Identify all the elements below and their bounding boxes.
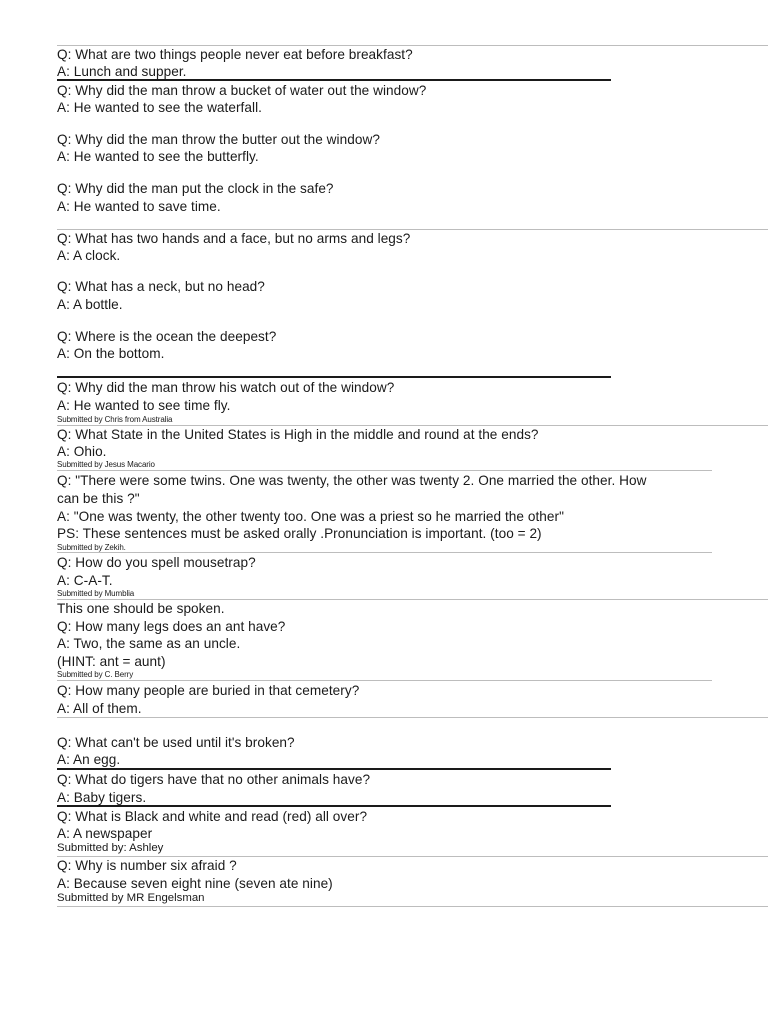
question: Q: What can't be used until it's broken? bbox=[57, 735, 295, 750]
submitter-credit: Submitted by: Ashley bbox=[57, 842, 164, 854]
answer: A: A bottle. bbox=[57, 297, 123, 312]
question: Q: What do tigers have that no other animals have? bbox=[57, 772, 371, 787]
answer: A: He wanted to see the waterfall. bbox=[57, 100, 262, 115]
question: Q: Where is the ocean the deepest? bbox=[57, 329, 277, 344]
separator bbox=[57, 680, 712, 681]
answer: A: Baby tigers. bbox=[57, 790, 147, 805]
question: Q: What are two things people never eat before breakfast? bbox=[57, 47, 413, 62]
note: This one should be spoken. bbox=[57, 601, 225, 616]
separator bbox=[57, 805, 611, 807]
answer: A: All of them. bbox=[57, 701, 142, 716]
answer: A: Lunch and supper. bbox=[57, 64, 187, 79]
question: Q: What has two hands and a face, but no arms and legs? bbox=[57, 231, 411, 246]
answer: A: He wanted to see the butterfly. bbox=[57, 149, 259, 164]
question: Q: Why is number six afraid ? bbox=[57, 858, 237, 873]
separator bbox=[57, 470, 712, 471]
submitter-credit: Submitted by Chris from Australia bbox=[57, 415, 173, 424]
question: Q: What State in the United States is High in the middle and round at the ends? bbox=[57, 427, 539, 442]
question: Q: How many people are buried in that cemetery? bbox=[57, 683, 360, 698]
submitter-credit: Submitted by C. Berry bbox=[57, 670, 134, 679]
submitter-credit: Submitted by Jesus Macario bbox=[57, 460, 155, 469]
question: Q: Why did the man throw his watch out of the window? bbox=[57, 380, 395, 395]
answer: A: Because seven eight nine (seven ate nine) bbox=[57, 876, 333, 891]
question: can be this ?" bbox=[57, 491, 140, 506]
question: Q: How do you spell mousetrap? bbox=[57, 555, 256, 570]
submitter-credit: Submitted by Mumblia bbox=[57, 589, 135, 598]
question: Q: Why did the man throw the butter out the window? bbox=[57, 132, 380, 147]
separator bbox=[57, 717, 768, 718]
separator bbox=[57, 906, 768, 907]
answer: A: He wanted to save time. bbox=[57, 199, 221, 214]
question: Q: What has a neck, but no head? bbox=[57, 279, 265, 294]
question: Q: "There were some twins. One was twenty, the other was twenty 2. One married the other. How bbox=[57, 473, 647, 488]
question: Q: Why did the man put the clock in the safe? bbox=[57, 181, 334, 196]
answer: A: An egg. bbox=[57, 752, 121, 767]
question: Q: How many legs does an ant have? bbox=[57, 619, 286, 634]
question: Q: What is Black and white and read (red) all over? bbox=[57, 809, 368, 824]
answer: A: A clock. bbox=[57, 248, 121, 263]
answer: A: Ohio. bbox=[57, 444, 107, 459]
note: PS: These sentences must be asked orally .Pronunciation is important. (too = 2) bbox=[57, 526, 542, 541]
separator bbox=[57, 376, 611, 378]
separator bbox=[57, 79, 611, 81]
answer: A: On the bottom. bbox=[57, 346, 165, 361]
submitter-credit: Submitted by MR Engelsman bbox=[57, 892, 205, 904]
answer: A: Two, the same as an uncle. bbox=[57, 636, 241, 651]
submitter-credit: Submitted by Zekih. bbox=[57, 543, 126, 552]
separator bbox=[57, 552, 712, 553]
note: (HINT: ant = aunt) bbox=[57, 654, 166, 669]
answer: A: He wanted to see time fly. bbox=[57, 398, 231, 413]
answer: A: A newspaper bbox=[57, 826, 153, 841]
answer: A: "One was twenty, the other twenty too. One was a priest so he married the other" bbox=[57, 509, 564, 524]
question: Q: Why did the man throw a bucket of water out the window? bbox=[57, 83, 427, 98]
answer: A: C-A-T. bbox=[57, 573, 113, 588]
separator bbox=[57, 768, 611, 770]
